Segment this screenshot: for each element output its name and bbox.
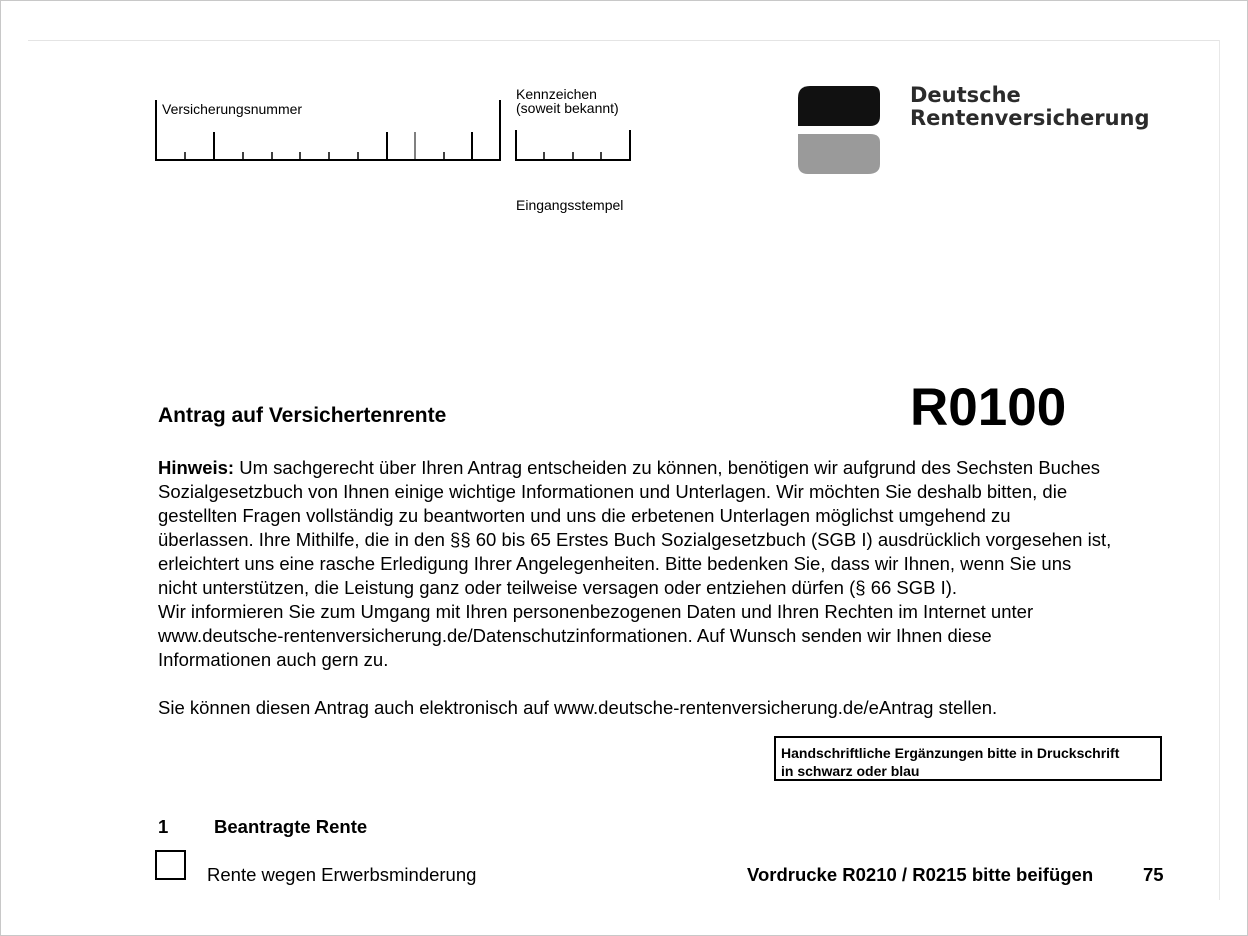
eantrag-line: Sie können diesen Antrag auch elektronisch auf www.deutsche-rentenversicherung.de/eAntrag stellen. — [158, 697, 998, 718]
hinweis-line: Sozialgesetzbuch von Ihnen einige wichtige Informationen und Unterlagen. Wir möchten Sie deshalb bitten, die — [158, 481, 1068, 502]
form-title: Antrag auf Versichertenrente — [158, 404, 447, 427]
eingangsstempel-label: Eingangsstempel — [516, 197, 624, 213]
handwriting-hint-box — [774, 736, 1162, 781]
hinweis-line: erleichtert uns eine rasche Erledigung Ihrer Angelegenheiten. Bitte bedenken Sie, dass wir Ihnen, wenn Sie uns — [158, 553, 1072, 574]
versicherungsnummer-label: Versicherungsnummer — [162, 101, 303, 117]
erwerbsminderung-checkbox[interactable] — [155, 850, 186, 880]
hinweis-line: überlassen. Ihre Mithilfe, die in den §§ 60 bis 65 Erstes Buch Sozialgesetzbuch (SGB I) ausdrücklich vorgesehen ist, — [158, 529, 1112, 550]
hinweis-line: gestellten Fragen vollständig zu beantworten und uns die erbetenen Unterlagen möglichst umgehend zu — [158, 505, 1011, 526]
page-border-top — [28, 40, 1220, 41]
logo-line-1: Deutsche — [910, 83, 1021, 107]
form-number: R0100 — [910, 378, 1067, 437]
hinweis-text — [158, 456, 1178, 720]
datenschutz-line: www.deutsche-rentenversicherung.de/Datenschutzinformationen. Auf Wunsch senden wir Ihnen diese — [158, 625, 992, 646]
kennzeichen-sublabel: (soweit bekannt) — [516, 100, 619, 116]
handwriting-hint-line-1: Handschriftliche Ergänzungen bitte in Druckschrift — [781, 745, 1120, 761]
section-number: 1 — [158, 816, 169, 837]
hinweis-line: Hinweis: Um sachgerecht über Ihren Antrag entscheiden zu können, benötigen wir aufgrund des Sechsten Buches — [158, 457, 1101, 478]
versicherungsnummer-field[interactable] — [150, 96, 510, 166]
hinweis-line: nicht unterstützen, die Leistung ganz oder teilweise versagen oder entziehen dürfen (§ 66 SGB I). — [158, 577, 958, 598]
page-border-right — [1219, 40, 1220, 900]
erwerbsminderung-label: Rente wegen Erwerbsminderung — [207, 864, 477, 885]
kennzeichen-label: Kennzeichen — [516, 86, 597, 102]
datenschutz-line: Informationen auch gern zu. — [158, 649, 389, 670]
logo-wordmark — [910, 84, 1150, 130]
kennzeichen-field[interactable] — [510, 126, 636, 166]
section-title: Beantragte Rente — [214, 816, 368, 837]
field-code: 75 — [1143, 864, 1164, 885]
hinweis-label: Hinweis: — [158, 457, 235, 478]
vordrucke-note: Vordrucke R0210 / R0215 bitte beifügen — [747, 864, 1094, 885]
handwriting-hint-line-2: in schwarz oder blau — [781, 763, 920, 779]
datenschutz-line: Wir informieren Sie zum Umgang mit Ihren personenbezogenen Daten und Ihren Rechten im Internet unter — [158, 601, 1034, 622]
drv-logo-icon — [790, 80, 890, 180]
logo-line-2: Rentenversicherung — [910, 106, 1150, 130]
